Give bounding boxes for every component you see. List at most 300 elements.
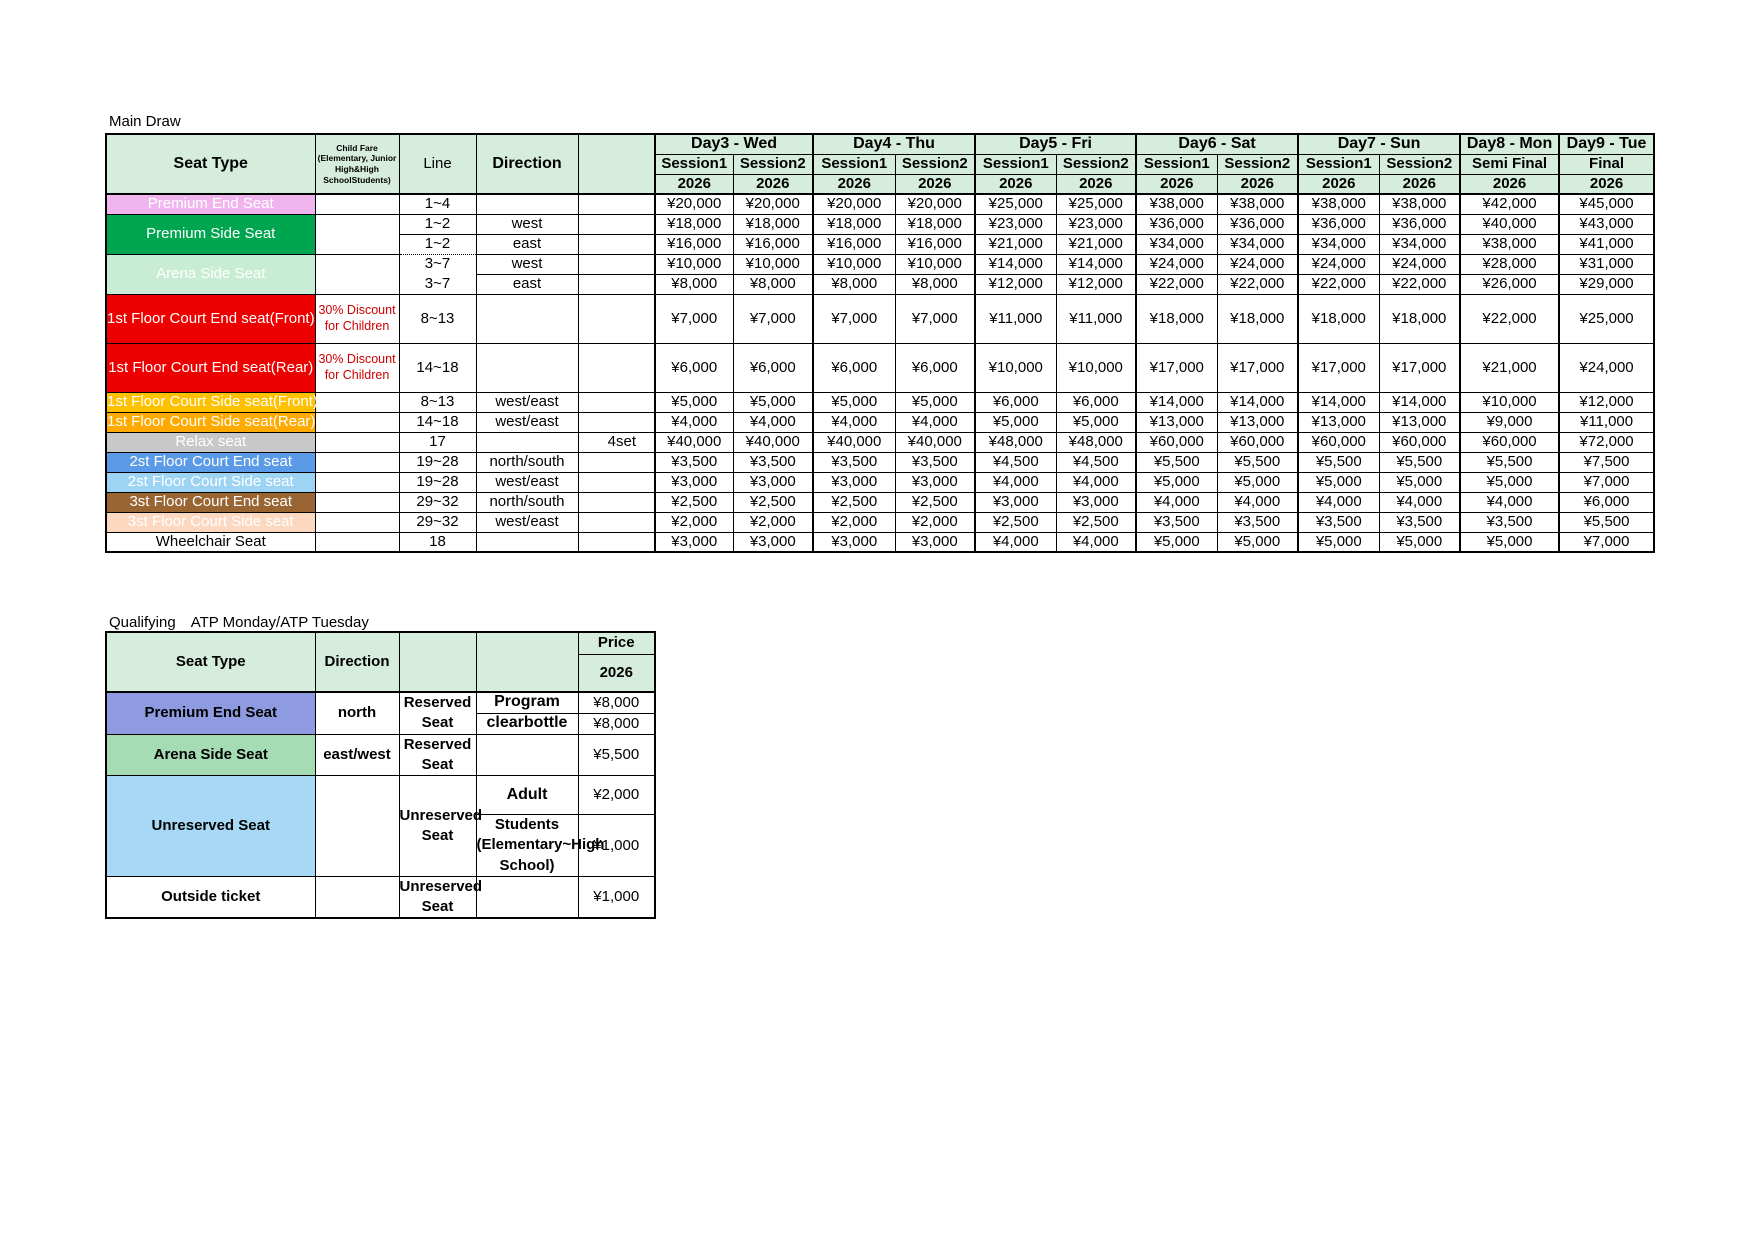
extra-cell (578, 294, 655, 343)
price-cell: ¥16,000 (733, 234, 813, 254)
price-cell: ¥4,000 (1460, 492, 1559, 512)
price-cell: ¥3,000 (655, 472, 733, 492)
price-cell: ¥2,500 (655, 492, 733, 512)
q-price: ¥1,000 (578, 815, 655, 877)
price-cell: ¥5,000 (1136, 532, 1217, 552)
table-row (106, 492, 1654, 512)
price-cell: ¥5,500 (1460, 452, 1559, 472)
header-session: Session1 (655, 154, 733, 174)
child-fare-blank (315, 492, 399, 512)
main-draw-table (105, 133, 1655, 553)
price-cell: ¥29,000 (1559, 274, 1654, 294)
q-price: ¥8,000 (578, 692, 655, 713)
price-cell: ¥60,000 (1217, 432, 1298, 452)
table-row (106, 343, 1654, 392)
direction-cell: west/east (476, 392, 578, 412)
price-cell: ¥7,000 (895, 294, 975, 343)
header-session: Session1 (1136, 154, 1217, 174)
seat-type-floor2-end: 2st Floor Court End seat (106, 452, 315, 472)
price-cell: ¥4,000 (733, 412, 813, 432)
price-cell: ¥34,000 (1298, 234, 1379, 254)
header-year: 2026 (1056, 174, 1136, 194)
direction-cell: west/east (476, 412, 578, 432)
extra-cell (578, 532, 655, 552)
price-cell: ¥25,000 (1559, 294, 1654, 343)
header-day: Day4 - Thu (813, 134, 975, 154)
price-cell: ¥60,000 (1136, 432, 1217, 452)
price-cell: ¥60,000 (1460, 432, 1559, 452)
header-year: 2026 (813, 174, 895, 194)
direction-cell: north/south (476, 492, 578, 512)
price-cell: ¥22,000 (1136, 274, 1217, 294)
table-row (106, 452, 1654, 472)
seat-type-floor2-side: 2st Floor Court Side seat (106, 472, 315, 492)
extra-cell (578, 254, 655, 274)
header-session: Session2 (1379, 154, 1460, 174)
price-cell: ¥26,000 (1460, 274, 1559, 294)
header-year: 2026 (1217, 174, 1298, 194)
price-cell: ¥3,500 (1460, 512, 1559, 532)
direction-cell (476, 194, 578, 214)
seat-type-floor1-side-front: 1st Floor Court Side seat(Front) (107, 393, 318, 411)
price-cell: ¥3,000 (733, 532, 813, 552)
price-cell: ¥16,000 (813, 234, 895, 254)
direction-cell: west/east (476, 472, 578, 492)
price-cell: ¥4,000 (1379, 492, 1460, 512)
line-cell: 1~2 (399, 214, 476, 234)
price-cell: ¥36,000 (1217, 214, 1298, 234)
price-cell: ¥48,000 (1056, 432, 1136, 452)
extra-cell: 4set (578, 432, 655, 452)
price-cell: ¥21,000 (1056, 234, 1136, 254)
price-cell: ¥12,000 (1056, 274, 1136, 294)
header-session: Session1 (813, 154, 895, 174)
q-option-blank (476, 734, 578, 776)
child-fare-blank (315, 194, 399, 214)
price-cell: ¥2,500 (895, 492, 975, 512)
extra-cell (578, 472, 655, 492)
price-cell: ¥7,000 (1559, 532, 1654, 552)
table-row (106, 392, 1654, 412)
line-cell: 8~13 (399, 294, 476, 343)
direction-cell: east (476, 234, 578, 254)
price-cell: ¥4,000 (1298, 492, 1379, 512)
price-cell: ¥40,000 (895, 432, 975, 452)
price-cell: ¥18,000 (895, 214, 975, 234)
price-cell: ¥7,500 (1559, 452, 1654, 472)
qualifying-table (105, 631, 656, 919)
price-cell: ¥4,000 (1217, 492, 1298, 512)
header-day: Day7 - Sun (1298, 134, 1460, 154)
q-direction-blank (315, 776, 399, 877)
line-cell: 19~28 (399, 472, 476, 492)
direction-cell: north/south (476, 452, 578, 472)
table-row (106, 472, 1654, 492)
header-year: 2026 (1460, 174, 1559, 194)
price-cell: ¥20,000 (895, 194, 975, 214)
price-cell: ¥8,000 (813, 274, 895, 294)
line-cell: 8~13 (399, 392, 476, 412)
header-day: Day9 - Tue (1559, 134, 1654, 154)
price-cell: ¥13,000 (1379, 412, 1460, 432)
price-cell: ¥3,000 (975, 492, 1056, 512)
price-cell: ¥24,000 (1298, 254, 1379, 274)
seat-type-relax: Relax seat (106, 432, 315, 452)
q-direction: east/west (315, 734, 399, 776)
seat-type-wheelchair: Wheelchair Seat (106, 532, 315, 552)
price-cell: ¥6,000 (895, 343, 975, 392)
q-direction-blank (315, 876, 399, 918)
price-cell: ¥23,000 (975, 214, 1056, 234)
price-cell: ¥24,000 (1136, 254, 1217, 274)
price-cell: ¥11,000 (975, 294, 1056, 343)
price-cell: ¥3,000 (813, 532, 895, 552)
price-cell: ¥8,000 (895, 274, 975, 294)
q-price: ¥8,000 (578, 713, 655, 734)
child-fare-blank (315, 472, 399, 492)
price-cell: ¥40,000 (813, 432, 895, 452)
seat-type-floor3-side: 3st Floor Court Side seat (106, 512, 315, 532)
price-cell: ¥45,000 (1559, 194, 1654, 214)
price-cell: ¥4,000 (655, 412, 733, 432)
price-cell: ¥5,000 (1460, 532, 1559, 552)
price-cell: ¥4,000 (895, 412, 975, 432)
price-cell: ¥3,000 (895, 472, 975, 492)
price-cell: ¥38,000 (1379, 194, 1460, 214)
child-discount: 30% Discount for Children (315, 294, 399, 343)
price-cell: ¥12,000 (1559, 392, 1654, 412)
header-day: Day6 - Sat (1136, 134, 1298, 154)
price-cell: ¥4,000 (975, 532, 1056, 552)
price-cell: ¥38,000 (1217, 194, 1298, 214)
seat-type-floor1-end-front: 1st Floor Court End seat(Front) (106, 294, 315, 343)
price-cell: ¥14,000 (1379, 392, 1460, 412)
child-discount: 30% Discount for Children (315, 343, 399, 392)
price-cell: ¥3,500 (1379, 512, 1460, 532)
child-fare-blank (315, 392, 399, 412)
price-cell: ¥5,000 (655, 392, 733, 412)
q-header-direction: Direction (315, 632, 399, 692)
price-cell: ¥31,000 (1559, 254, 1654, 274)
q-price: ¥2,000 (578, 776, 655, 815)
price-cell: ¥16,000 (655, 234, 733, 254)
seat-type-arena-side: Arena Side Seat (106, 254, 315, 294)
table-row (106, 254, 1654, 274)
price-cell: ¥3,500 (895, 452, 975, 472)
price-cell: ¥60,000 (1298, 432, 1379, 452)
main-draw-title: Main Draw (109, 113, 181, 130)
q-header-seat-type: Seat Type (106, 632, 315, 692)
extra-cell (578, 392, 655, 412)
q-seat-unreserved: Unreserved Seat (106, 776, 315, 877)
q-seat-kind: Unreserved Seat (399, 876, 476, 918)
price-cell: ¥10,000 (1056, 343, 1136, 392)
price-cell: ¥38,000 (1136, 194, 1217, 214)
price-cell: ¥17,000 (1298, 343, 1379, 392)
price-cell: ¥25,000 (975, 194, 1056, 214)
price-cell: ¥5,000 (1460, 472, 1559, 492)
price-cell: ¥4,500 (1056, 452, 1136, 472)
header-day: Day5 - Fri (975, 134, 1136, 154)
line-cell: 14~18 (399, 412, 476, 432)
seat-type-premium-end: Premium End Seat (106, 194, 315, 214)
price-cell: ¥40,000 (1460, 214, 1559, 234)
price-cell: ¥18,000 (1217, 294, 1298, 343)
seat-type-premium-side: Premium Side Seat (106, 214, 315, 254)
price-cell: ¥4,000 (813, 412, 895, 432)
header-child-fare: Child Fare (Elementary, Junior High&High SchoolStudents) (315, 134, 399, 194)
price-cell: ¥3,000 (655, 532, 733, 552)
price-cell: ¥3,000 (733, 472, 813, 492)
header-session: Session1 (975, 154, 1056, 174)
direction-cell: east (476, 274, 578, 294)
price-cell: ¥22,000 (1217, 274, 1298, 294)
price-cell: ¥3,500 (1298, 512, 1379, 532)
header-direction: Direction (476, 134, 578, 194)
price-cell: ¥3,500 (655, 452, 733, 472)
line-cell: 3~7 (399, 274, 476, 294)
price-cell: ¥2,000 (655, 512, 733, 532)
header-session: Session1 (1298, 154, 1379, 174)
price-cell: ¥7,000 (1559, 472, 1654, 492)
price-cell: ¥14,000 (975, 254, 1056, 274)
price-cell: ¥11,000 (1559, 412, 1654, 432)
price-cell: ¥6,000 (1056, 392, 1136, 412)
line-cell: 29~32 (399, 492, 476, 512)
price-cell: ¥2,000 (813, 512, 895, 532)
price-cell: ¥22,000 (1379, 274, 1460, 294)
price-cell: ¥24,000 (1559, 343, 1654, 392)
header-year: 2026 (1379, 174, 1460, 194)
price-cell: ¥20,000 (655, 194, 733, 214)
header-day: Day8 - Mon (1460, 134, 1559, 154)
price-cell: ¥14,000 (1298, 392, 1379, 412)
q-header-blank (476, 632, 578, 692)
seat-type-floor1-side-rear: 1st Floor Court Side seat(Rear) (107, 413, 316, 431)
header-seat-type: Seat Type (106, 134, 315, 194)
price-cell: ¥34,000 (1217, 234, 1298, 254)
header-session: Final (1559, 154, 1654, 174)
price-cell: ¥4,000 (1056, 472, 1136, 492)
q-option-students: Students (Elementary~High School) (476, 815, 578, 877)
q-seat-premium-end: Premium End Seat (106, 692, 315, 734)
header-session: Session2 (733, 154, 813, 174)
price-cell: ¥4,500 (975, 452, 1056, 472)
price-cell: ¥8,000 (733, 274, 813, 294)
price-cell: ¥40,000 (655, 432, 733, 452)
price-cell: ¥18,000 (655, 214, 733, 234)
q-seat-kind: Reserved Seat (399, 734, 476, 776)
direction-cell: west/east (476, 512, 578, 532)
qualifying-title: Qualifying ATP Monday/ATP Tuesday (109, 614, 369, 631)
extra-cell (578, 214, 655, 234)
price-cell: ¥18,000 (1136, 294, 1217, 343)
price-cell: ¥5,000 (1298, 472, 1379, 492)
price-cell: ¥7,000 (655, 294, 733, 343)
price-cell: ¥6,000 (813, 343, 895, 392)
price-cell: ¥17,000 (1136, 343, 1217, 392)
child-fare-blank (315, 532, 399, 552)
q-seat-kind: Unreserved Seat (399, 776, 476, 877)
line-cell: 3~7 (399, 254, 476, 274)
direction-cell (476, 343, 578, 392)
table-row (106, 194, 1654, 214)
price-cell: ¥2,500 (813, 492, 895, 512)
seat-type-floor1-end-rear: 1st Floor Court End seat(Rear) (106, 343, 315, 392)
direction-cell: west (476, 254, 578, 274)
direction-cell (476, 432, 578, 452)
price-cell: ¥10,000 (1460, 392, 1559, 412)
price-cell: ¥10,000 (975, 343, 1056, 392)
price-cell: ¥5,000 (1379, 532, 1460, 552)
price-cell: ¥3,000 (895, 532, 975, 552)
extra-cell (578, 492, 655, 512)
table-row (106, 294, 1654, 343)
line-cell: 1~2 (399, 234, 476, 254)
price-cell: ¥3,500 (1136, 512, 1217, 532)
price-cell: ¥14,000 (1056, 254, 1136, 274)
price-cell: ¥2,500 (733, 492, 813, 512)
q-direction: north (315, 692, 399, 734)
table-row (106, 532, 1654, 552)
price-cell: ¥23,000 (1056, 214, 1136, 234)
price-cell: ¥5,000 (1056, 412, 1136, 432)
q-seat-outside: Outside ticket (106, 876, 315, 918)
price-cell: ¥5,000 (1136, 472, 1217, 492)
price-cell: ¥13,000 (1298, 412, 1379, 432)
price-cell: ¥5,000 (975, 412, 1056, 432)
header-year: 2026 (1559, 174, 1654, 194)
price-cell: ¥10,000 (655, 254, 733, 274)
price-cell: ¥6,000 (655, 343, 733, 392)
price-cell: ¥5,000 (733, 392, 813, 412)
price-cell: ¥20,000 (733, 194, 813, 214)
price-cell: ¥5,000 (813, 392, 895, 412)
price-cell: ¥41,000 (1559, 234, 1654, 254)
price-cell: ¥72,000 (1559, 432, 1654, 452)
line-cell: 18 (399, 532, 476, 552)
table-row (106, 412, 1654, 432)
seat-type-floor3-end: 3st Floor Court End seat (106, 492, 315, 512)
price-cell: ¥13,000 (1136, 412, 1217, 432)
price-cell: ¥3,000 (1056, 492, 1136, 512)
child-fare-blank (315, 432, 399, 452)
header-line: Line (399, 134, 476, 194)
q-option: clearbottle (476, 713, 578, 734)
price-cell: ¥18,000 (1379, 294, 1460, 343)
price-cell: ¥2,000 (895, 512, 975, 532)
child-fare-blank (315, 214, 399, 254)
price-cell: ¥24,000 (1379, 254, 1460, 274)
header-year: 2026 (1136, 174, 1217, 194)
price-cell: ¥8,000 (655, 274, 733, 294)
header-year: 2026 (733, 174, 813, 194)
price-cell: ¥5,000 (1298, 532, 1379, 552)
extra-cell (578, 412, 655, 432)
price-cell: ¥36,000 (1298, 214, 1379, 234)
price-cell: ¥34,000 (1379, 234, 1460, 254)
extra-cell (578, 343, 655, 392)
price-cell: ¥24,000 (1217, 254, 1298, 274)
price-cell: ¥38,000 (1460, 234, 1559, 254)
extra-cell (578, 194, 655, 214)
price-cell: ¥5,000 (1217, 472, 1298, 492)
price-cell: ¥25,000 (1056, 194, 1136, 214)
price-cell: ¥4,000 (1056, 532, 1136, 552)
extra-cell (578, 512, 655, 532)
price-cell: ¥14,000 (1136, 392, 1217, 412)
price-cell: ¥36,000 (1136, 214, 1217, 234)
price-cell: ¥22,000 (1298, 274, 1379, 294)
price-cell: ¥18,000 (813, 214, 895, 234)
direction-cell (476, 294, 578, 343)
direction-cell (476, 532, 578, 552)
price-cell: ¥7,000 (813, 294, 895, 343)
price-cell: ¥17,000 (1217, 343, 1298, 392)
price-cell: ¥16,000 (895, 234, 975, 254)
price-cell: ¥2,000 (733, 512, 813, 532)
price-cell: ¥18,000 (733, 214, 813, 234)
price-cell: ¥5,500 (1379, 452, 1460, 472)
price-cell: ¥5,000 (1379, 472, 1460, 492)
extra-cell (578, 452, 655, 472)
price-cell: ¥42,000 (1460, 194, 1559, 214)
q-option: Program (476, 692, 578, 713)
price-cell: ¥34,000 (1136, 234, 1217, 254)
price-cell: ¥5,000 (895, 392, 975, 412)
q-price: ¥5,500 (578, 734, 655, 776)
price-cell: ¥21,000 (1460, 343, 1559, 392)
price-cell: ¥4,000 (975, 472, 1056, 492)
header-year: 2026 (895, 174, 975, 194)
price-cell: ¥13,000 (1217, 412, 1298, 432)
header-year: 2026 (655, 174, 733, 194)
price-cell: ¥5,000 (1217, 532, 1298, 552)
table-row (106, 432, 1654, 452)
price-cell: ¥60,000 (1379, 432, 1460, 452)
price-cell: ¥4,000 (1136, 492, 1217, 512)
header-session: Session2 (895, 154, 975, 174)
q-seat-kind: Reserved Seat (399, 692, 476, 734)
price-cell: ¥5,500 (1217, 452, 1298, 472)
header-session: Session2 (1217, 154, 1298, 174)
line-cell: 1~4 (399, 194, 476, 214)
price-cell: ¥10,000 (895, 254, 975, 274)
line-cell: 19~28 (399, 452, 476, 472)
header-year: 2026 (1298, 174, 1379, 194)
price-cell: ¥21,000 (975, 234, 1056, 254)
extra-cell (578, 274, 655, 294)
price-cell: ¥5,500 (1298, 452, 1379, 472)
q-seat-arena-side: Arena Side Seat (106, 734, 315, 776)
table-row (106, 512, 1654, 532)
price-cell: ¥22,000 (1460, 294, 1559, 343)
header-session: Session2 (1056, 154, 1136, 174)
price-cell: ¥36,000 (1379, 214, 1460, 234)
q-option-adult: Adult (476, 776, 578, 815)
q-header-blank (399, 632, 476, 692)
price-cell: ¥48,000 (975, 432, 1056, 452)
price-cell: ¥2,500 (1056, 512, 1136, 532)
price-cell: ¥12,000 (975, 274, 1056, 294)
price-cell: ¥10,000 (733, 254, 813, 274)
extra-cell (578, 234, 655, 254)
q-header-year: 2026 (578, 654, 655, 692)
header-session: Semi Final (1460, 154, 1559, 174)
q-option-blank (476, 876, 578, 918)
header-blank (578, 134, 655, 194)
price-cell: ¥6,000 (975, 392, 1056, 412)
